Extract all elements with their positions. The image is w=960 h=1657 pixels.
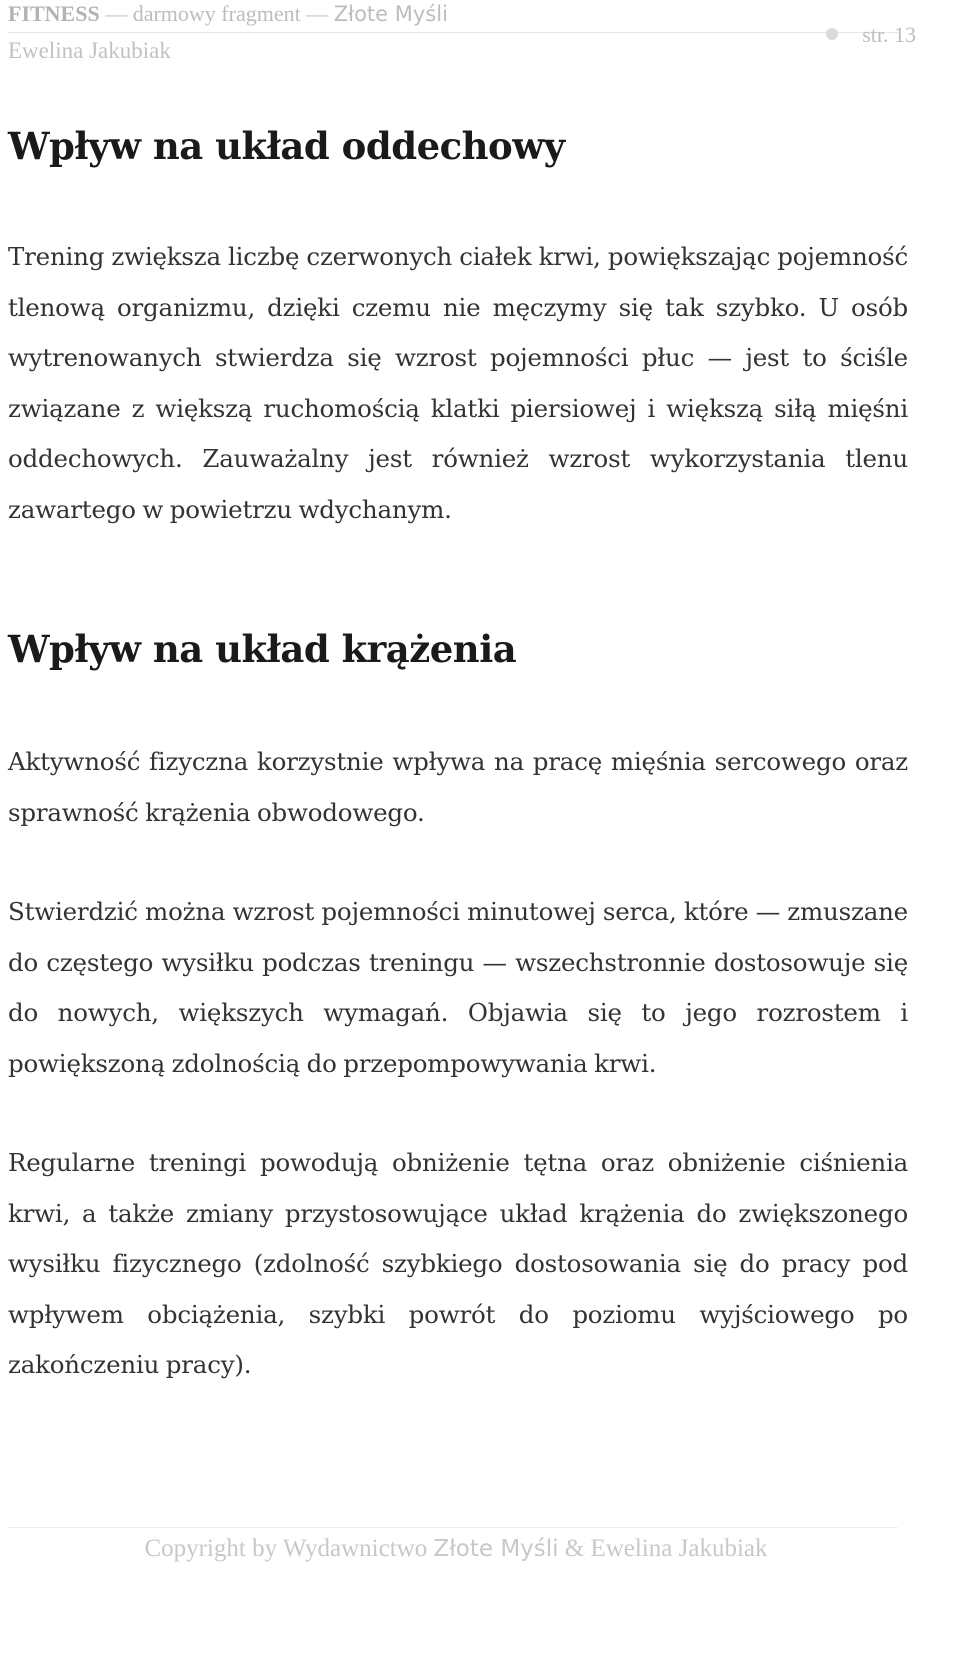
paragraph: Trening zwiększa liczbę czerwonych ciałek krwi, powiększając pojemność tlenową organizmu, dzięki czemu nie męczymy się tak szybko. U osób wytrenowanych stwierdza się wzrost pojemności płuc — jest to ściśle związane z większą ruchomością klatki piersiowej i większą siłą mięśni oddechowych. Zauważalny jest również wzrost wykorzystania tlenu zawartego w powietrzu wdychanym. [8, 242, 908, 524]
footer-divider [8, 1527, 898, 1528]
paragraph: Stwierdzić można wzrost pojemności minutowej serca, które — zmuszane do częstego wysiłku podczas treningu — wszechstronnie dostosowuje się do nowych, większych wymagań. Objawia się to jego rozrostem i powiększoną zdolnością do przepompowywania krwi. [8, 897, 908, 1078]
bullet-icon [826, 28, 838, 40]
page-number [826, 22, 916, 48]
footer-copyright [0, 1535, 912, 1563]
footer-prefix: Copyright by Wydawnictwo [144, 1535, 434, 1562]
paragraph: Regularne treningi powodują obniżenie tętna oraz obniżenie ciśnienia krwi, a także zmiany przystosowujące układ krążenia do zwiększonego wysiłku fizycznego (zdolność szybkiego dostosowania się do pracy pod wpływem obciążenia, szybki powrót do poziomu wyjściowego po zakończeniu pracy). [8, 1148, 908, 1379]
header-divider [8, 32, 898, 33]
header-subtitle: darmowy fragment [132, 1, 301, 26]
footer-brand: Złote Myśli [433, 1536, 559, 1562]
header-brand: Złote Myśli [333, 2, 448, 26]
header-dash: — [105, 1, 128, 26]
section-title-circulatory: Wpływ na układ krążenia [8, 627, 517, 671]
section-title-respiratory: Wpływ na układ oddechowy [8, 124, 565, 168]
header-series-title: FITNESS [8, 1, 100, 26]
footer-suffix: & Ewelina Jakubiak [558, 1535, 768, 1562]
header-dash-2: — [306, 1, 329, 26]
page-number-label: str. 13 [862, 22, 916, 47]
paragraph: Aktywność fizyczna korzystnie wpływa na pracę mięśnia sercowego oraz sprawność krążenia obwodowego. [8, 747, 908, 827]
running-header [8, 0, 448, 28]
header-author: Ewelina Jakubiak [8, 38, 171, 63]
